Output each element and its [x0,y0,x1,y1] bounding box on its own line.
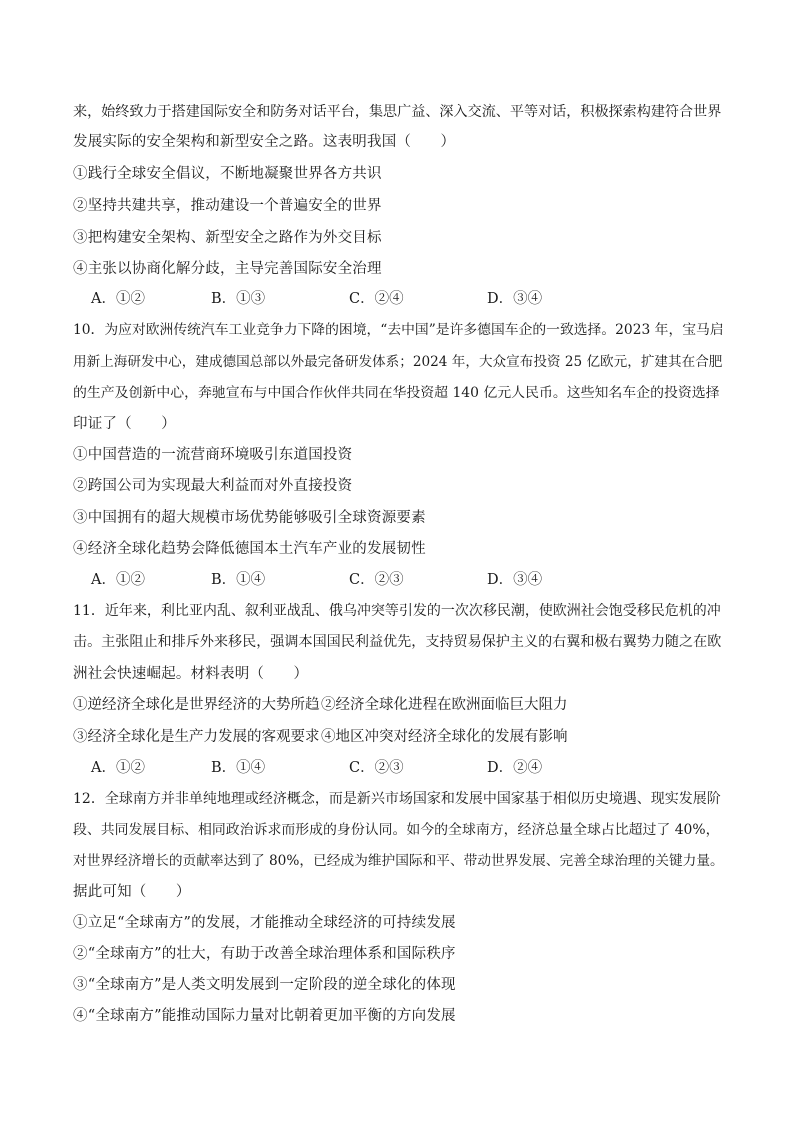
q11-stem-line: 11．近年来，利比亚内乱、叙利亚战乱、俄乌冲突等引发的一次次移民潮，使欧洲社会饱受移民危机的冲 [73,603,721,619]
q10-statement: ②跨国公司为实现最大利益而对外直接投资 [73,478,353,494]
q10-stem-line: 的生产及创新中心，奔驰宣布与中国合作伙伴共同在华投资超 140 亿元人民币。这些知名车企的投资选择 [73,385,720,401]
q12-stem-line: 段、共同发展目标、相同政治诉求而形成的身份认同。如今的全球南方，经济总量全球占比超过了 40%， [73,822,720,838]
q12-statement: ②“全球南方”的壮大，有助于改善全球治理体系和国际秩序 [73,946,456,962]
q9-stem-line: 发展实际的安全架构和新型安全之路。这表明我国（ ） [73,134,456,150]
q9-statement: ①践行全球安全倡议，不断地凝聚世界各方共识 [73,166,382,182]
q9-option-d[interactable]: D．③④ [487,291,543,307]
q11-statement: ①逆经济全球化是世界经济的大势所趋 [73,697,320,713]
q9-option-a[interactable]: A．①② [91,291,145,307]
q12-stem-line: 12．全球南方并非单纯地理或经济概念，而是新兴市场国家和发展中国家基于相似历史境遇、现实发展阶 [73,791,721,807]
q9-option-b[interactable]: B．①③ [211,291,266,307]
q12-stem-line: 据此可知（ ） [73,884,191,900]
q11-statement-row [73,695,568,715]
q10-statement: ③中国拥有的超大规模市场优势能够吸引全球资源要素 [73,510,426,526]
q11-option-c[interactable]: C．②③ [349,760,404,776]
q11-stem-line: 击。主张阻止和排斥外来移民，强调本国国民利益优先，支持贸易保护主义的右翼和极右翼势力随之在欧 [73,634,722,650]
q10-statement: ①中国营造的一流营商环境吸引东道国投资 [73,447,353,463]
q11-statement: ②经济全球化进程在欧洲面临巨大阻力 [321,697,568,713]
q11-statement: ④地区冲突对经济全球化的发展有影响 [321,729,568,745]
q12-stem-line: 对世界经济增长的贡献率达到了 80%，已经成为维护国际和平、带动世界发展、完善全球治理的关键力量。 [73,853,724,869]
q9-option-c[interactable]: C．②④ [349,291,404,307]
q10-stem-line: 用新上海研发中心，建成德国总部以外最完备研发体系；2024 年，大众宣布投资 25 亿欧元，扩建其在合肥 [73,354,723,370]
q11-statement-row [73,727,568,747]
q9-stem-line: 来，始终致力于搭建国际安全和防务对话平台，集思广益、深入交流、平等对话，积极探索构建符合世界 [73,104,722,120]
q9-statement: ③把构建安全架构、新型安全之路作为外交目标 [73,230,382,246]
q10-option-b[interactable]: B．①④ [211,572,266,588]
q9-statement: ②坚持共建共享，推动建设一个普遍安全的世界 [73,198,382,214]
q12-statement: ①立足“全球南方”的发展，才能推动全球经济的可持续发展 [73,915,456,931]
q10-option-a[interactable]: A．①② [91,572,145,588]
q10-stem-line: 印证了（ ） [73,416,176,432]
q11-option-b[interactable]: B．①④ [211,760,266,776]
q12-statement: ④“全球南方”能推动国际力量对比朝着更加平衡的方向发展 [73,1008,456,1024]
q10-statement: ④经济全球化趋势会降低德国本土汽车产业的发展韧性 [73,541,426,557]
q10-stem-line: 10．为应对欧洲传统汽车工业竞争力下降的困境，“去中国”是许多德国车企的一致选择。2023 年，宝马启 [73,322,724,338]
q11-statement: ③经济全球化是生产力发展的客观要求 [73,729,320,745]
q12-statement: ③“全球南方”是人类文明发展到一定阶段的逆全球化的体现 [73,977,456,993]
q10-option-d[interactable]: D．③④ [487,572,543,588]
q11-option-d[interactable]: D．②④ [487,760,543,776]
q9-statement: ④主张以协商化解分歧，主导完善国际安全治理 [73,261,382,277]
q10-option-c[interactable]: C．②③ [349,572,404,588]
q11-stem-line: 洲社会快速崛起。材料表明（ ） [73,666,309,682]
q11-option-a[interactable]: A．①② [91,760,145,776]
